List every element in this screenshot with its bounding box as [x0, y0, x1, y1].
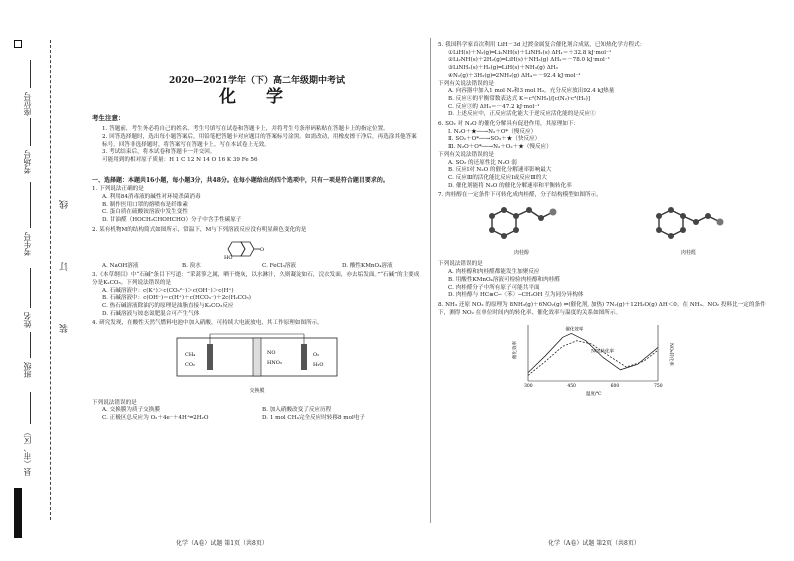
atomic-mass-line: 可能用到的相对原子质量：H 1 C 12 N 14 O 16 K 39 Fe 56	[102, 156, 258, 163]
fuel-cell-diagram	[167, 332, 347, 395]
svg-text:CO₂: CO₂	[185, 362, 195, 369]
option-b: B. 石碱溶液中：c(OH⁻)＝c(H⁺)＋c(HCO₃⁻)＋2c(H₂CO₃)	[102, 295, 251, 302]
model-label: 肉桂醇	[513, 249, 529, 256]
temperature-chart	[508, 321, 772, 401]
option-b: B. 加入硝酸改变了反应历程	[262, 407, 332, 414]
examno-label: 考生号	[23, 232, 32, 256]
equation: ③LiNH₂(s)＋H₂(g)═LiH(s)＋NH₃(g) ΔH₃	[448, 65, 558, 72]
svg-text:O: O	[260, 246, 265, 253]
option-a: A. SO₂ 的还原性比 N₂O 弱	[448, 159, 517, 166]
right-column	[438, 40, 772, 401]
question-5	[438, 42, 772, 119]
bind-word-order: 订	[60, 262, 70, 271]
option-b: B. 用酸性KMnO₄溶液可检验肉桂醇和肉桂醛	[448, 276, 560, 283]
svg-text:H₂O: H₂O	[313, 362, 324, 369]
question-stem: 4. 研究发现，在酸性天然气燃料电池中加入硝酸，可持续大电流放电，其工作原理如图所示。	[92, 320, 323, 327]
barcode-bar	[14, 488, 22, 538]
question-sub: 下列说法错误的是	[92, 399, 137, 406]
chart-svg	[508, 321, 678, 397]
examno-blank[interactable]	[30, 182, 31, 228]
equation: ②Li₂NH(s)＋2H₂(g)═LiH(s)＋NH₃(g) ΔH₂＝－78.0 kJ·mol⁻¹	[448, 57, 610, 64]
question-3	[92, 272, 422, 318]
notice-item: 2. 回答选择题时，选出每小题答案后，用铅笔把答题卡对应题目的答案标号涂黑。如需改动，用橡皮擦干净后，再选涂其他答案标号。回答非选择题时，将答案写在答题卡上。写在本试卷上无效。	[102, 133, 417, 148]
ball-stick-model-2	[644, 204, 734, 246]
mechanism-step: Ⅲ. N₂O＋O*──→N₂＋O₂＋★（慢反应）	[448, 144, 552, 151]
class-blank[interactable]	[30, 332, 31, 358]
option-d: D. 催化剂能将 N₂O 的催化分解速率和平衡转化率	[448, 182, 572, 189]
seat-blank[interactable]	[30, 60, 31, 88]
y-axis-label: 催化效率	[513, 341, 518, 360]
name-blank[interactable]	[30, 268, 31, 308]
y-axis-right-label: NO₂转化率	[668, 343, 673, 367]
registration-mark	[14, 40, 22, 48]
option-d: D. 肉桂醇与 HC≡C─〈苯〉─CH₂OH 互为同分异构体	[448, 292, 584, 299]
option-c: C. 反应③的 ΔH₃＝－47.2 kJ·mol⁻¹	[448, 103, 540, 110]
question-stem: 7. 肉桂醇在一定条件下可转化成肉桂醛，分子结构模型如图所示。	[438, 192, 602, 199]
molecule-models	[438, 204, 772, 257]
notice-heading: 考生注意：	[92, 114, 125, 123]
option-d: D. 酸性KMnO₄溶液	[342, 262, 393, 269]
option-a: A. 向容器中加入1 mol N₂和3 mol H₂，充分反应放出92.4 kJ热量	[448, 88, 615, 95]
svg-text:CH₄: CH₄	[185, 352, 196, 359]
page-divider	[430, 38, 431, 523]
x-axis-label: 温度/℃	[586, 392, 602, 398]
equation: ④N₂(g)＋3H₂(g)═2NH₃(g) ΔH₄＝－92.4 kJ·mol⁻¹	[448, 72, 581, 79]
options-row	[92, 407, 422, 415]
option-c: C. 热石碱溶液除油污的原理是油脂直接与K₂CO₃反应	[102, 303, 234, 310]
exam-title: 2020—2021学年（下）高二年级期中考试	[168, 76, 346, 86]
coumarin-structure	[222, 238, 292, 260]
question-8	[438, 302, 772, 401]
question-stem: 3.《本草纲目》中“石碱”条目下写道：“采蒿蓼之属，晒干烧灰，以水淋汁，久则凝淀如石，浣衣发面，亦去垢发面。”“石碱”的主要成分是K₂CO₃。下列说法错误的是	[92, 272, 420, 286]
question-sub: 下列说法错误的是	[438, 261, 483, 268]
option-a: A. NaOH溶液	[102, 262, 139, 269]
option-c: C. FeCl₃溶液	[262, 262, 297, 269]
x-tick-label: 300	[524, 384, 533, 390]
option-b: B. 反应Ⅰ对 N₂O 的催化分解速率影响最大	[448, 167, 552, 174]
binding-line	[50, 40, 51, 520]
svg-text:HO: HO	[224, 254, 233, 260]
membrane-caption: 交换膜	[249, 387, 265, 394]
seat-label: 座位号	[23, 92, 32, 116]
question-stem: 5. 我国科学家首次利用 LiH－3d 过渡金属复合催化剂合成氨，已知热化学方程式：	[438, 42, 646, 48]
notice-item: 3. 考试结束后，将本试卷和答题卡一并交回。	[102, 149, 216, 156]
fuel-cell-figure	[167, 332, 347, 384]
option-d: D. 上述反应中，正反应活化能大于逆反应活化能的是反应①	[448, 111, 596, 118]
county-blank[interactable]	[30, 392, 31, 424]
option-d: D. 石碱溶液与铵态氮肥混合可产生气体	[102, 310, 200, 317]
page-footer-left: 化学（A卷）试题 第1页（共8页）	[176, 540, 268, 547]
question-6	[438, 121, 772, 190]
svg-text:O₂: O₂	[313, 352, 320, 359]
class-label: 班级	[23, 362, 32, 378]
option-a: A. 利用84消毒液的碱性对环境杀菌消毒	[102, 194, 201, 201]
x-tick-label: 600	[610, 384, 620, 390]
svg-text:HNO₃: HNO₃	[267, 360, 282, 367]
left-column	[92, 40, 422, 423]
series-label: 催化效率	[565, 327, 584, 333]
cinnamaldehyde-model	[644, 204, 734, 257]
option-b: B. 制作医用口罩的熔喷布是纤维素	[102, 201, 188, 208]
bind-word-pack: 装	[60, 324, 70, 333]
bind-word-line: 线	[60, 200, 70, 209]
ball-stick-model-1	[477, 204, 567, 246]
option-d: D. 甘油醛（HOCH₂CHOHCHO）分子中含手性碳原子	[102, 217, 242, 224]
question-stem: 8. NH₃ 还原 NO₂ 的原理为 8NH₃(g)＋6NO₂(g) ⇌(催化剂, 加热) 7N₂(g)＋12H₂O(g) ΔH＜0。在 NH₃、NO₂ 投料比一定的条件下，测得 NO₂ 在单位时间内的转化率、催化效率与温度的关系如图所示。	[438, 301, 766, 316]
structure-m-figure	[92, 238, 422, 260]
option-a: A. 肉桂醇和肉桂醛都能发生加聚反应	[448, 269, 540, 276]
series-line-2	[528, 341, 658, 376]
section-heading: 一、选择题：本题共16小题，每小题3分，共48分。在每小题给出的四个选项中，只有一项是符合题目要求的。	[92, 176, 389, 184]
question-stem: 2. 某有机物M的结构简式如图所示，常温下，M与下列溶液反应没有明显颜色变化的是	[92, 226, 307, 233]
x-tick-label: 450	[567, 384, 576, 390]
question-4	[92, 320, 422, 422]
option-b: B. 反应④的平衡常数表达式 K＝c²(NH₃)/[c(N₂)·c³(H₂)]	[448, 95, 591, 102]
question-sub: 下列有关说法错误的是	[438, 80, 494, 87]
name-label: 姓名	[23, 312, 32, 328]
subject-title: 化 学	[219, 86, 295, 107]
room-label: 考场号	[23, 150, 32, 174]
room-blank[interactable]	[30, 118, 31, 146]
x-tick-label: 750	[654, 384, 663, 390]
notice-item: 1. 答题前，考生务必将自己的姓名、考生号填写在试卷和答题卡上，并将考生号条形码粘贴在答题卡上的指定位置。	[102, 126, 389, 133]
cinnamyl-alcohol-model	[477, 204, 567, 257]
series-label: NO₂转化率	[591, 350, 615, 356]
options-row	[92, 263, 422, 271]
page-footer-right: 化学（A卷）试题 第2页（共8页）	[548, 540, 640, 547]
binding-strip	[0, 0, 72, 561]
question-7	[438, 192, 772, 300]
question-2	[92, 227, 422, 270]
option-c: C. 反应Ⅲ的活化能比反应Ⅰ或反应Ⅲ的大	[448, 174, 547, 181]
mechanism-step: Ⅰ. N₂O＋★──→N₂＋O*（慢反应）	[448, 128, 537, 135]
question-sub: 下列有关说法错误的是	[438, 151, 494, 158]
county-label: 县（市、区）	[23, 428, 32, 476]
svg-text:NO: NO	[267, 350, 276, 357]
option-c: C. 蛋白质在硫酸铵溶液中发生变性	[102, 209, 188, 216]
question-stem: 6. SO₂ 对 N₂O 的催化分解具有促进作用，其原理如下：	[438, 121, 580, 128]
model-label: 肉桂醛	[680, 249, 696, 256]
mechanism-step: Ⅱ. SO₂＋O*──→SO₃＋★（快反应）	[448, 136, 541, 143]
question-1	[92, 186, 422, 225]
question-stem: 1. 下列说法正确的是	[92, 186, 144, 193]
option-a: A. 交换膜为质子交换膜	[102, 407, 160, 414]
option-c: C. 肉桂醛分子中所有原子可能共平面	[448, 284, 540, 291]
option-a: A. 石碱溶液中：c(K⁺)＞c(CO₃²⁻)＞c(OH⁻)＞c(H⁺)	[102, 287, 234, 294]
option-b: B. 溴水	[182, 262, 201, 269]
equation: ①LiH(s)＋N₂(g)═Li₂NH(s)＋LiNH₂(s) ΔH₁＝＋32.8 kJ·mol⁻¹	[448, 49, 612, 56]
options-row	[92, 415, 422, 423]
option-c: C. 正极区总反应为 O₂＋4e⁻＋4H⁺═2H₂O	[102, 414, 209, 421]
option-d: D. 1 mol CH₄完全反应时转移8 mol电子	[262, 414, 365, 421]
